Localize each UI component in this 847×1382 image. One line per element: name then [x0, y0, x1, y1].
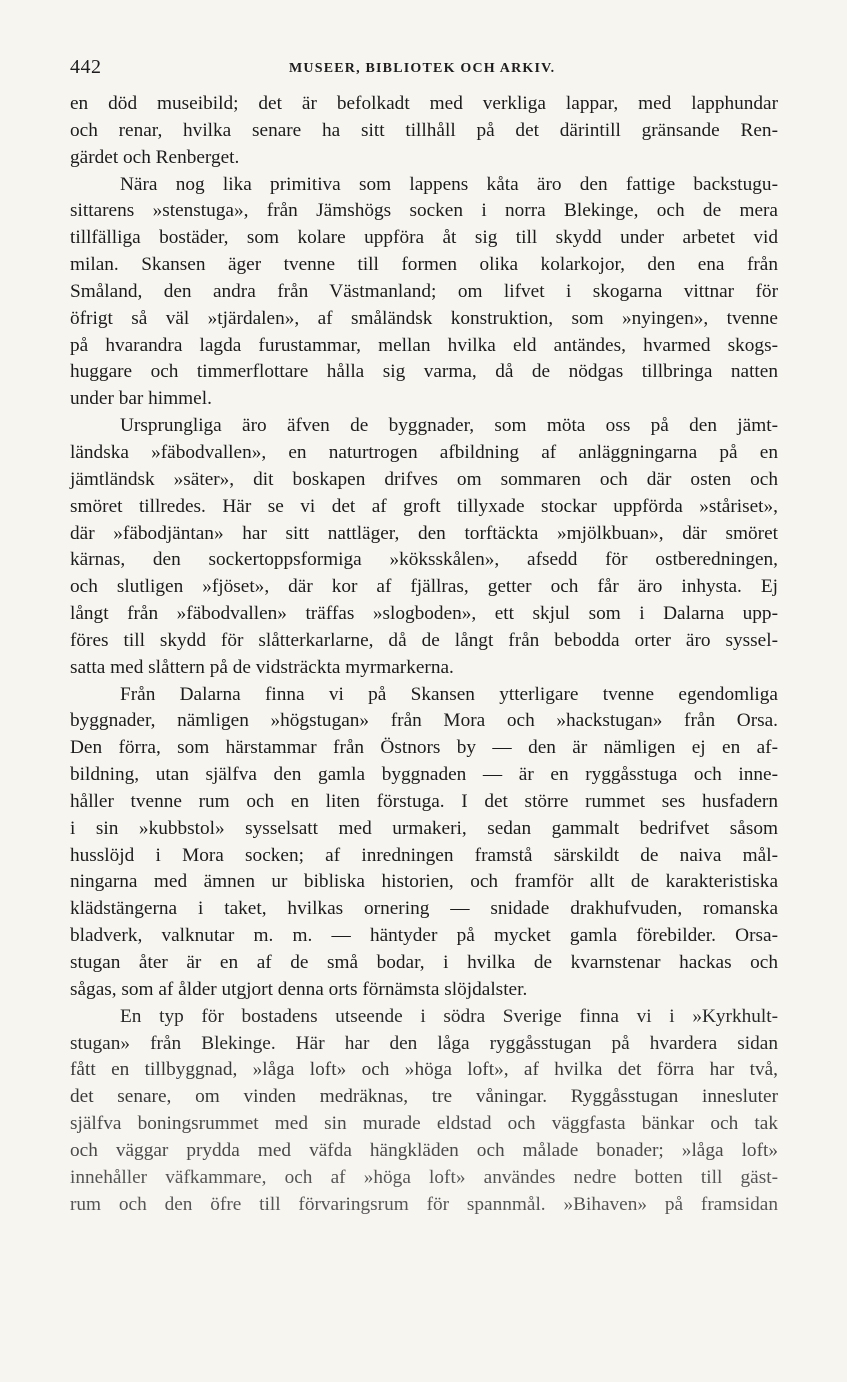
text-line: en död museibild; det är befolkadt med verkliga lappar, med lapphundar: [70, 93, 778, 114]
text-line: ländska »fäbodvallen», en naturtrogen afbildning af anläggningarna på en: [70, 441, 778, 463]
text-line: sågas, som af ålder utgjort denna orts förnämsta slöjdalster.: [70, 978, 528, 1000]
text-line: bladverk, valknutar m. m. — häntyder på mycket gamla förebilder. Orsa-: [70, 925, 778, 947]
text-line: klädstängerna i taket, hvilkas ornering — snidade drakhufvuden, romanska: [70, 898, 778, 920]
text-line: rum och den öfre till förvaringsrum för spannmål. »Bihaven» på framsidan: [70, 1193, 778, 1215]
text-line: Ursprungliga äro äfven de byggnader, som möta oss på den jämt-: [120, 415, 778, 437]
text-line: Småland, den andra från Västmanland; om lifvet i skogarna vittnar för: [70, 280, 778, 302]
text-line: långt från »fäbodvallen» träffas »slogboden», ett skjul som i Dalarna upp-: [70, 603, 778, 625]
body-text: [70, 91, 778, 1218]
text-line: det senare, om vinden medräknas, tre våningar. Ryggåsstugan innesluter: [70, 1086, 778, 1108]
text-line: själfva boningsrummet med sin murade eldstad och väggfasta bänkar och tak: [70, 1113, 778, 1135]
text-line: milan. Skansen äger tvenne till formen olika kolarkojor, den ena från: [70, 254, 778, 276]
text-line: på hvarandra lagda furustammar, mellan hvilka eld antändes, hvarmed skogs-: [70, 334, 778, 356]
text-line: smöret tillredes. Här se vi det af groft tillyxade stockar uppförda »ståriset»,: [70, 495, 778, 517]
text-line: i sin »kubbstol» sysselsatt med urmakeri, sedan gammalt bedrifvet såsom: [70, 817, 778, 839]
text-line: föres till skydd för slåtterkarlarne, då de långt från bebodda orter äro syssel-: [70, 629, 778, 651]
text-line: jämtländsk »säter», dit boskapen drifves om sommaren och där osten och: [70, 468, 778, 490]
text-line: En typ för bostadens utseende i södra Sverige finna vi i »Kyrkhult-: [120, 1005, 778, 1027]
text-line: håller tvenne rum och en liten förstuga. I det större rummet ses husfadern: [70, 790, 778, 812]
text-line: Den förra, som härstammar från Östnors by — den är nämligen ej en af-: [70, 737, 778, 759]
running-title: MUSEER, BIBLIOTEK OCH ARKIV.: [289, 61, 556, 76]
text-line: ningarna med ämnen ur bibliska historien, och framför allt de karakteristiska: [70, 871, 778, 893]
text-line: gärdet och Renberget.: [70, 146, 240, 168]
text-line: och slutligen »fjöset», där kor af fjällras, getter och får äro inhysta. Ej: [70, 576, 778, 598]
page-header: [70, 56, 777, 80]
text-line: huggare och timmerflottare hålla sig varma, då de nödgas tillbringa natten: [70, 361, 778, 383]
text-line: innehåller väfkammare, och af »höga loft» användes nedre botten till gäst-: [70, 1166, 778, 1188]
text-line: sittarens »stenstuga», från Jämshögs socken i norra Blekinge, och de mera: [70, 200, 778, 222]
text-line: där »fäbodjäntan» har sitt nattläger, den torftäckta »mjölkbuan», där smöret: [70, 522, 778, 544]
text-line: bildning, utan själfva den gamla byggnaden — är en ryggåsstuga och inne-: [70, 764, 778, 786]
text-line: och väggar prydda med väfda hängkläden och målade bonader; »låga loft»: [70, 1139, 778, 1161]
text-line: Från Dalarna finna vi på Skansen ytterligare tvenne egendomliga: [120, 683, 778, 705]
text-line: kärnas, den sockertoppsformiga »köksskålen», afsedd för ostberedningen,: [70, 549, 778, 571]
text-line: Nära nog lika primitiva som lappens kåta äro den fattige backstugu-: [120, 173, 778, 195]
text-line: under bar himmel.: [70, 388, 212, 410]
text-line: öfrigt så väl »tjärdalen», af småländsk konstruktion, som »nyingen», tvenne: [70, 307, 778, 329]
text-line: stugan åter är en af de små bodar, i hvilka de kvarnstenar hackas och: [70, 952, 778, 973]
text-line: stugan» från Blekinge. Här har den låga ryggåsstugan på hvardera sidan: [70, 1032, 778, 1054]
text-line: byggnader, nämligen »högstugan» från Mora och »hackstugan» från Orsa.: [70, 710, 778, 732]
text-line: tillfälliga bostäder, som kolare uppföra åt sig till skydd under arbetet vid: [70, 227, 778, 249]
text-line: och renar, hvilka senare ha sitt tillhåll på det därintill gränsande Ren-: [70, 119, 778, 141]
page-number: 442: [70, 56, 102, 78]
text-line: husslöjd i Mora socken; af inredningen framstå särskildt de naiva mål-: [70, 844, 778, 866]
text-line: fått en tillbyggnad, »låga loft» och »höga loft», af hvilka det förra har två,: [70, 1059, 778, 1081]
text-line: satta med slåttern på de vidsträckta myrmarkerna.: [70, 656, 454, 678]
